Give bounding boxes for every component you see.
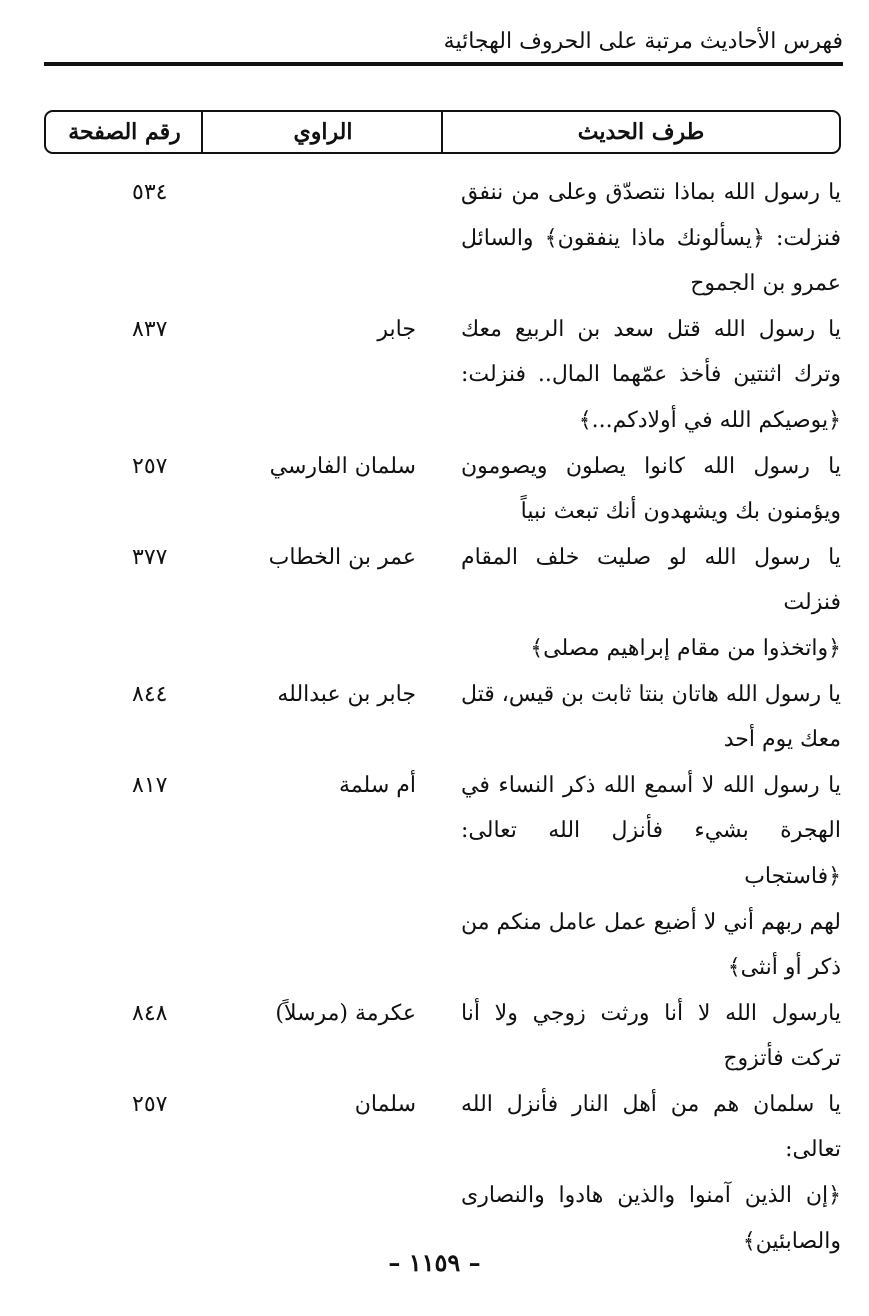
narrator-name: سلمان: [354, 1091, 416, 1117]
hadith-line: معك يوم أحد: [723, 727, 841, 753]
hadith-line: لهم ربهم أني لا أضيع عمل عامل منكم من: [461, 909, 841, 935]
table-row: [44, 444, 841, 535]
page-reference: ٥٣٤: [132, 180, 168, 205]
narrator-name: أم سلمة: [339, 772, 416, 798]
hadith-line: الهجرة بشيء فأنزل الله تعالى: ﴿فاستجاب: [461, 818, 841, 889]
hadith-line: يا سلمان هم من أهل النار فأنزل الله تعالى:: [461, 1091, 841, 1163]
table-row: [44, 1082, 841, 1264]
hadith-line: يارسول الله لا أنا ورثت زوجي ولا أنا: [461, 1000, 841, 1026]
page-reference: ٨١٧: [132, 772, 168, 798]
narrator-name: جابر بن عبدالله: [277, 681, 416, 707]
hadith-text: [461, 763, 841, 991]
table-row: [44, 535, 841, 672]
hadith-text: [461, 1082, 841, 1264]
hadith-text: [461, 672, 841, 763]
hadith-line: تركت فأتزوج: [723, 1046, 841, 1072]
hadith-text: [461, 535, 841, 672]
hadith-line: عمرو بن الجموح: [690, 271, 841, 297]
table-row: [44, 991, 841, 1082]
hadith-line: ﴿إن الذين آمنوا والذين هادوا والنصارى: [461, 1183, 841, 1209]
hadith-line: ذكر أو أنثى﴾: [727, 955, 841, 981]
page-reference: ٣٧٧: [132, 544, 168, 570]
hadith-line: ﴿يوصيكم الله في أولادكم...﴾: [578, 407, 841, 433]
hadith-line: وترك اثنتين فأخذ عمّهما المال.. فنزلت:: [461, 362, 841, 388]
hadith-text: [461, 444, 841, 535]
table-row: [44, 170, 841, 307]
hadith-line: يا رسول الله قتل سعد بن الربيع معك: [461, 316, 841, 342]
hadith-line: يا رسول الله هاتان بنتا ثابت بن قيس، قتل: [460, 681, 841, 707]
page-reference: ٢٥٧: [132, 1091, 168, 1117]
running-header: فهرس الأحاديث مرتبة على الحروف الهجائية: [443, 29, 843, 54]
page-reference: ٨٤٤: [132, 681, 168, 707]
table-row: [44, 307, 841, 444]
header-rule: [44, 62, 843, 66]
hadith-line: فنزلت: ﴿يسألونك ماذا ينفقون﴾ والسائل: [461, 225, 841, 251]
hadith-line: يا رسول الله لو صليت خلف المقام فنزلت: [461, 544, 841, 616]
narrator-name: عمر بن الخطاب: [268, 544, 416, 570]
narrator-name: سلمان الفارسي: [269, 453, 416, 479]
hadith-text: [461, 307, 841, 444]
hadith-index-rows: [44, 170, 841, 1264]
hadith-text: [461, 991, 841, 1082]
column-header-page: رقم الصفحة: [68, 119, 181, 145]
hadith-line: يا رسول الله كانوا يصلون ويصومون: [461, 453, 841, 479]
narrator-name: عكرمة (مرسلاً): [275, 1000, 416, 1026]
page-reference: ٨٤٨: [132, 1000, 168, 1026]
column-header-hadith: طرف الحديث: [577, 119, 705, 145]
narrator-name: جابر: [377, 316, 416, 342]
table-row: [44, 672, 841, 763]
hadith-line: والصابئين﴾: [742, 1228, 841, 1254]
hadith-line: ﴿واتخذوا من مقام إبراهيم مصلى﴾: [530, 635, 841, 661]
hadith-line: يا رسول الله بماذا نتصدّق وعلى من ننفق: [461, 180, 841, 205]
table-header: [44, 110, 841, 154]
page-reference: ٨٣٧: [132, 316, 168, 342]
hadith-text: [461, 170, 841, 307]
column-header-narrator: الراوي: [293, 119, 353, 145]
page-reference: ٢٥٧: [132, 453, 168, 479]
hadith-line: ويؤمنون بك ويشهدون أنك تبعث نبياً: [520, 499, 841, 525]
hadith-line: يا رسول الله لا أسمع الله ذكر النساء في: [461, 772, 841, 798]
table-row: [44, 763, 841, 991]
page-number: – ١١٥٩ –: [388, 1248, 481, 1277]
